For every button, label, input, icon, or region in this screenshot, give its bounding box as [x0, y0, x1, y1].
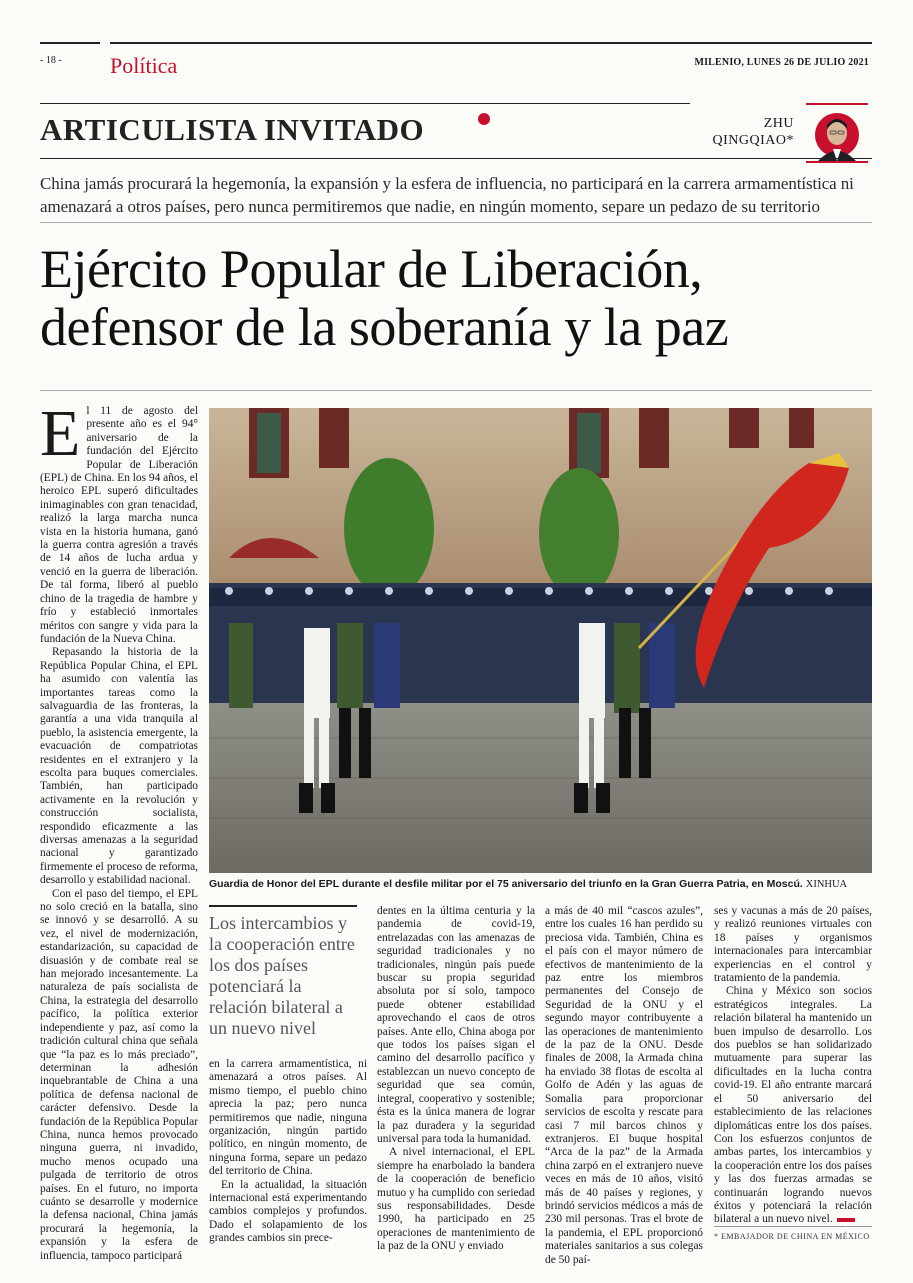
author-footnote: * EMBAJADOR DE CHINA EN MÉXICO [714, 1232, 870, 1241]
kicker-dot [478, 113, 490, 125]
footnote-rule [714, 1226, 872, 1227]
kicker-rule [40, 103, 690, 104]
top-rule [110, 42, 872, 44]
section-name: Política [110, 53, 178, 78]
kicker-bottom-rule [40, 158, 872, 159]
author-first-name: ZHU [763, 116, 794, 131]
article-headline [40, 240, 872, 356]
paragraph: l 11 de agosto del presente año es el 94° aniversario de la fundación del Ejército Popular de Liberación (EPL) de China. En los 94 años, el heroico EPL superó dificultades inimaginables con gran tenacidad, realizó la larga marcha nunca vista en la historia humana, ganó la guerra contra agresión a través de 14 años de lucha ardua y venció en la guerra de liberación. De tal forma, liberó al pueblo chino de la tragedia de hambre y frío y estableció inmortales méritos con sangre y vida para la fundación de la Nueva China. [40, 405, 198, 645]
article-column-3 [377, 905, 535, 1253]
article-column-2 [209, 1058, 367, 1243]
article-column-1 [40, 397, 198, 1262]
paragraph: China y México son socios estratégicos integrales. La relación bilateral ha mantenido un buen impulso de desarrollo. Los dos pueblos se han solidarizado mutuamente para superar las dificultades en la lucha contra covid-19. El año entrante marcará el 50 aniversario del establecimiento de las relaciones diplomáticas entre los dos países. Con los esfuerzos conjuntos de ambas partes, los intercambios y la cooperación entre los dos países y las dos fuerzas armadas se continuarán logrando nuevos éxitos y potenciará la relación bilateral a un nuevo nivel. [714, 985, 872, 1226]
page-number: - 18 - [40, 55, 62, 66]
pull-quote: Los intercambios y la cooperación entre los dos países potenciará la relación bilateral a un nuevo nivel [209, 905, 357, 1039]
column-kicker: ARTICULISTA INVITADO [40, 112, 425, 147]
author-avatar [806, 103, 868, 163]
top-rule [40, 42, 100, 44]
caption-text: Guardia de Honor del EPL durante el desfile militar por el 75 aniversario del triunfo en la Gran Guerra Patria, en Moscú. [209, 878, 803, 890]
deck-rule [40, 222, 872, 223]
paragraph: Repasando la historia de la República Popular China, el EPL ha asumido con valentía las importantes tareas como la salvaguardia de las fronteras, la garantía a una vida tranquila al pueblo, la asistencia emergente, la evacuación de compatriotas residentes en el extranjero y la escolta para buques comerciales. También, han participado activamente en la revolución y construcción socialista, respondido eficazmente a las diversas amenazas a la seguridad nacional y garantizado firmemente el proceso de reforma, desarrollo y estabilidad nacional. [40, 646, 198, 887]
author-portrait-icon [806, 105, 868, 161]
headline-line-1: Ejército Popular de Liberación, [40, 239, 703, 299]
paragraph: Con el paso del tiempo, el EPL no solo creció en la batalla, sino se innovó y se desarrolló. A su vez, el nivel de modernización, estandarización, su capacidad de disuasión y de combate real se han mejorado incesantemente. La naturaleza de país socialista de China, la estrategia del desarrollo pacífico, la política exterior independiente y paz, así como la tradición cultural china que señala que “la paz es lo más preciado”, determinan la adhesión inquebrantable de China a una política de defensa nacional de carácter defensivo. Desde la fundación de la República Popular China, nunca hemos provocado ninguna guerra, ni invadido, mucho menos ocupado una pulgada de territorio de otros países. En el futuro, no importa cuánto se desarrolle y modernice la defensa nacional, China jamás procurará la hegemonía, la expansión y la esfera de influencia, tampoco participará [40, 887, 198, 1262]
dateline: MILENIO, LUNES 26 DE JULIO 2021 [694, 57, 869, 68]
paragraph: En la actualidad, la situación internacional está experimentando cambios complejos y profundos. Dado el solapamiento de los grandes cambios sin prece- [209, 1178, 367, 1245]
paragraph: a más de 40 mil “cascos azules”, entre los cuales 16 han perdido su preciosa vida. También, China es el país con el mayor número de efectivos de mantenimiento de la paz entre los miembros permanentes del Consejo de Seguridad de la ONU y el segundo mayor contribuyente a las operaciones de mantenimiento de la paz de la ONU. Desde finales de 2008, la Armada china ha enviado 38 flotas de escolta al Golfo de Adén y las aguas de Somalia para proporcionar servicios de escolta y rescate para casi 7 mil barcos chinos y extranjeros. El buque hospital “Arca de la paz” de la Armada china zarpó en el extranjero nueve veces en más de 10 años, visitó más de 40 países y regiones, y brindó servicios médicos a más de 230 mil personas. Tras el brote de la pandemia, el EPL proporcionó materiales sanitarios a sus colegas de 50 paí- [545, 905, 703, 1266]
photo-caption [209, 878, 872, 890]
author-name [690, 115, 794, 149]
author-last-name: QINGQIAO* [712, 133, 794, 148]
headline-rule [40, 390, 872, 391]
parade-photo [209, 408, 872, 873]
paragraph: A nivel internacional, el EPL siempre ha enarbolado la bandera de la cooperación de beneficio mutuo y ha cumplido con seriedad sus responsabilidades. Desde 1990, ha participado en 25 operaciones de mantenimiento de la paz de la ONU y enviado [377, 1146, 535, 1253]
photo-credit: XINHUA [805, 879, 848, 890]
paragraph: dentes en la última centuria y la pandemia de covid-19, entrelazadas con las amenazas de seguridad tradicionales y no tradicionales, ningún país puede buscar su propia seguridad absoluta por sí solo, tampoco puede obtener estabilidad aprovechando el caos de otros países. Ante ello, China aboga por que todos los países sigan el camino del desarrollo pacífico y establezcan un nuevo concepto de seguridad que sea común, integral, cooperativo y sostenible; ésta es la única manera de lograr la paz duradera y la seguridad universal para toda la humanidad. [377, 905, 535, 1145]
paragraph: ses y vacunas a más de 20 países, y realizó reuniones virtuales con 18 países y organismos internacionales para intercambiar experiencias en el control y tratamiento de la pandemia. [714, 905, 872, 985]
headline-line-2: defensor de la soberanía y la paz [40, 297, 729, 357]
parade-photo-image [209, 408, 872, 873]
end-mark [837, 1218, 855, 1222]
article-column-5 [714, 905, 872, 1226]
drop-cap: E [40, 397, 81, 470]
article-deck: China jamás procurará la hegemonía, la expansión y la esfera de influencia, no participará en la carrera armamentística ni amenazará a otros países, pero nunca permitiremos que nadie, en ningún momento, separe un pedazo de su territorio [40, 174, 854, 216]
paragraph: en la carrera armamentística, ni amenazará a otros países. Al mismo tiempo, el pueblo chino aprecia la paz; pero nunca permitiremos que nadie, ninguna organización, ningún partido político, en ningún momento, de ninguna forma, separe un pedazo del territorio de China. [209, 1058, 367, 1178]
article-column-4 [545, 905, 703, 1266]
